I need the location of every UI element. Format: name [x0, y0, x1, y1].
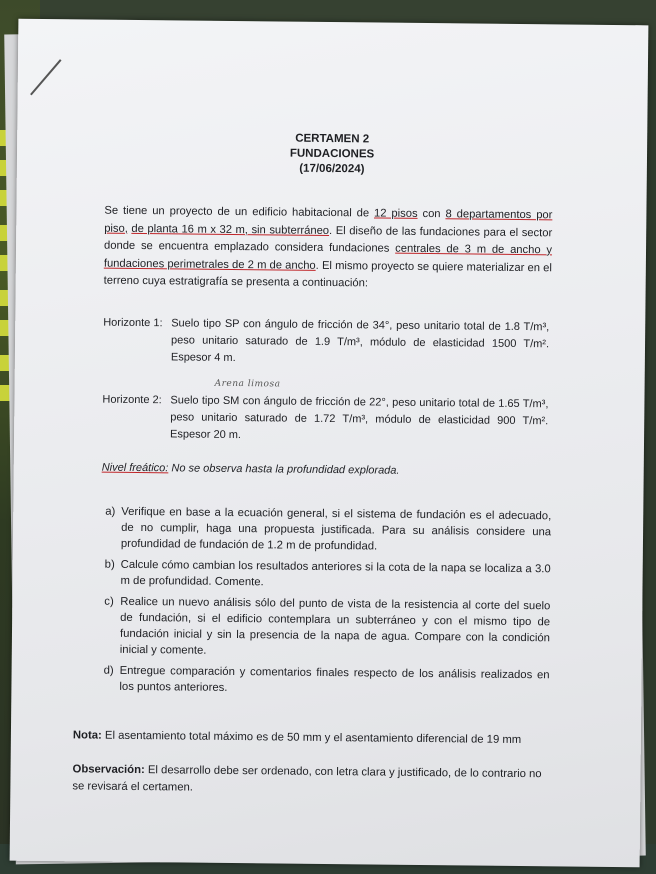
exam-subject: FUNDACIONES [289, 147, 375, 161]
horizon-2-label: Horizonte 2: [102, 393, 162, 407]
exam-content [10, 19, 649, 868]
horizon-1-label: Horizonte 1: [103, 316, 163, 330]
water-table-note: Nivel freático: No se observa hasta la profundidad explorada. [101, 461, 400, 477]
intro-paragraph: Se tiene un proyecto de un edificio habitacional de 12 pisos con 8 departamentos por piso, de planta 16 m x 32 m, sin subterráneo. El diseño de las fundaciones para el sector donde se encuentra emplazado considera fundaciones centrales de 3 m de ancho y fundaciones perimetrales de 2 m de ancho. El mismo proyecto se quiere materializar en el terreno cuya estratigrafía se presenta a continuación: [103, 204, 553, 290]
question-c: c) Realice un nuevo análisis sólo del punto de vista de la resistencia al corte del suelo de fundación, si el edificio contemplara un subterráneo y con el mismo tipo de fundación inicial y sin la presencia de la napa de agua. Compare con la condición inicial y comente. [104, 595, 551, 657]
note: Nota: El asentamiento total máximo es de 50 mm y el asentamiento diferencial de 19 mm [72, 729, 522, 747]
exam-paper [10, 19, 649, 868]
question-d: d) Entregue comparación y comentarios finales respecto de los análisis realizados en los puntos anteriores. [103, 664, 550, 694]
exam-header [17, 129, 647, 181]
observation: Observación: El desarrollo debe ser ordenado, con letra clara y justificado, de lo contrario no se revisará el certamen. [72, 763, 542, 794]
handwritten-note: Arena limosa [214, 378, 281, 390]
question-b: b) Calcule cómo cambian los resultados anteriores si la cota de la napa se localiza a 3.0 m de profundidad. Comente. [104, 558, 551, 589]
question-list [103, 504, 551, 705]
exam-title: CERTAMEN 2 [295, 132, 370, 146]
horizon-1-text: Suelo tipo SP con ángulo de fricción de 34°, peso unitario total de 1.8 T/m³, peso unitario saturado de 1.9 T/m³, módulo de elasticidad 1500 T/m². Espesor 4 m. [170, 317, 550, 365]
horizon-2-text: Suelo tipo SM con ángulo de fricción de 22°, peso unitario total de 1.65 T/m³, peso unitario saturado de 1.72 T/m³, módulo de elasticidad 900 T/m². Espesor 20 m. [170, 394, 549, 442]
exam-date: (17/06/2024) [299, 162, 365, 176]
question-a: a) Verifique en base a la ecuación general, si el sistema de fundación es el adecuado, de no cumplir, haga una propuesta justificada. Para su análisis considere una profundidad de fundación de 1.2 m de profundidad. [105, 505, 552, 553]
